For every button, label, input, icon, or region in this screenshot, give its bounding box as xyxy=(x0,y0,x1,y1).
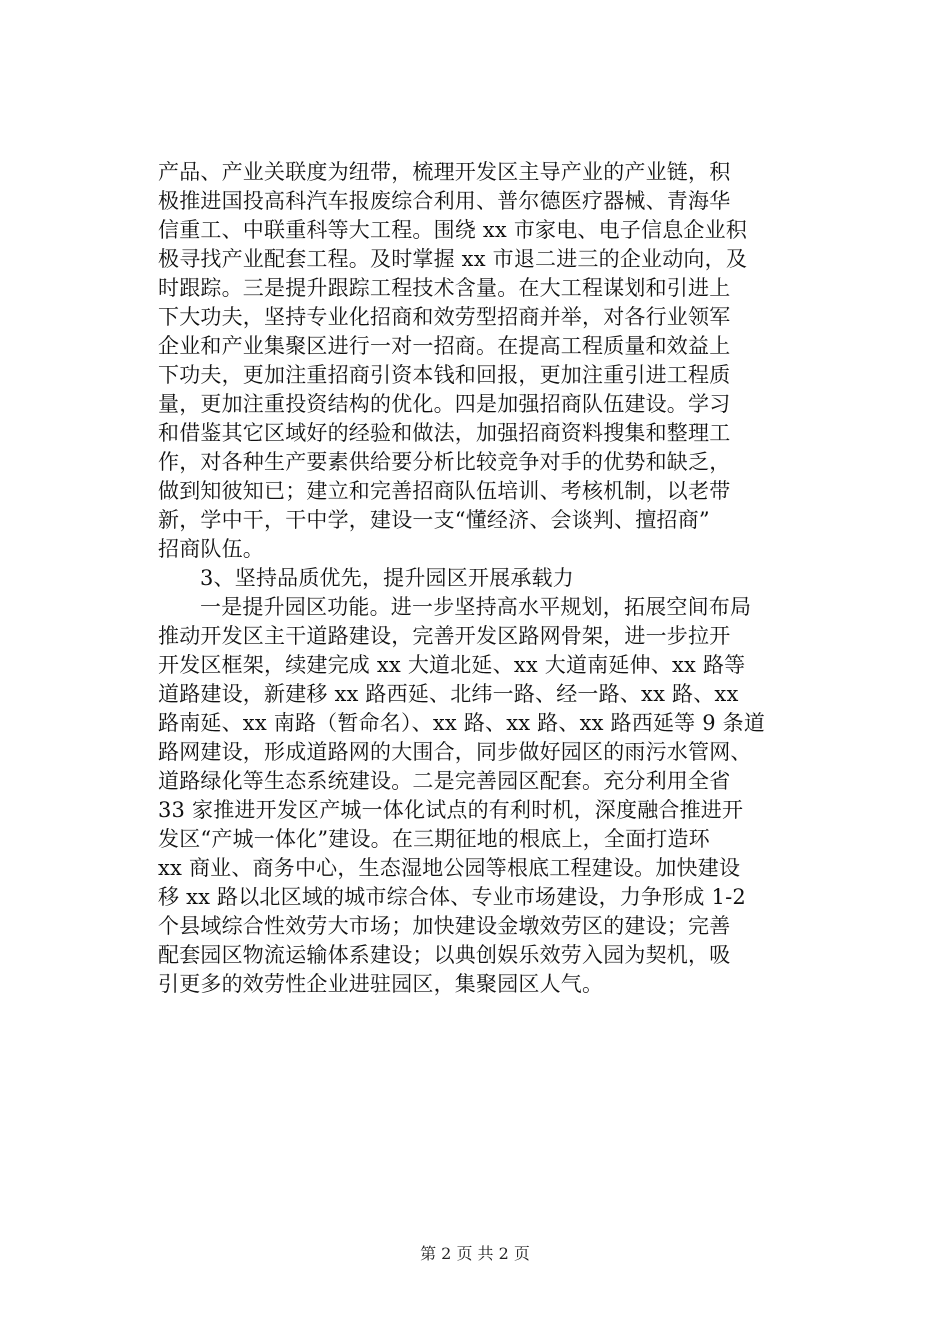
paragraph-line: 开发区框架，续建完成 xx 大道北延、xx 大道南延伸、xx 路等 xyxy=(158,653,746,677)
page-footer: 第 2 页 共 2 页 xyxy=(420,1244,530,1263)
paragraph-line: 企业和产业集聚区进行一对一招商。在提高工程质量和效益上 xyxy=(158,334,731,358)
paragraph-line: 新，学中干，干中学，建设一支“懂经济、会谈判、擅招商” xyxy=(158,508,710,532)
paragraph-line: 引更多的效劳性企业进驻园区，集聚园区人气。 xyxy=(158,972,604,996)
paragraph-line: 道路建设，新建移 xx 路西延、北纬一路、经一路、xx 路、xx xyxy=(158,682,739,706)
paragraph-line: 招商队伍。 xyxy=(158,537,264,561)
paragraph-line: 作，对各种生产要素供给要分析比较竞争对手的优势和缺乏， xyxy=(158,450,731,474)
paragraph-line: 道路绿化等生态系统建设。二是完善园区配套。充分利用全省 xyxy=(158,769,731,793)
paragraph-line: 产品、产业关联度为纽带，梳理开发区主导产业的产业链，积 xyxy=(158,160,731,184)
paragraph-line: 移 xx 路以北区域的城市综合体、专业市场建设，力争形成 1-2 xyxy=(158,885,746,909)
paragraph-line: 时跟踪。三是提升跟踪工程技术含量。在大工程谋划和引进上 xyxy=(158,276,731,300)
document-body xyxy=(158,158,858,999)
paragraph-line: 量，更加注重投资结构的优化。四是加强招商队伍建设。学习 xyxy=(158,392,731,416)
section-heading: 3、坚持品质优先，提升园区开展承载力 xyxy=(200,566,574,590)
paragraph-line: 极寻找产业配套工程。及时掌握 xx 市退二进三的企业动向，及 xyxy=(158,247,748,271)
paragraph-line: 下大功夫，坚持专业化招商和效劳型招商并举，对各行业领军 xyxy=(158,305,731,329)
paragraph-line: 和借鉴其它区域好的经验和做法，加强招商资料搜集和整理工 xyxy=(158,421,731,445)
paragraph-line: 推动开发区主干道路建设，完善开发区路网骨架，进一步拉开 xyxy=(158,624,731,648)
paragraph-line: 下功夫，更加注重招商引资本钱和回报，更加注重引进工程质 xyxy=(158,363,731,387)
paragraph-line: 个县域综合性效劳大市场；加快建设金墩效劳区的建设；完善 xyxy=(158,914,731,938)
paragraph-line: 信重工、中联重科等大工程。围绕 xx 市家电、电子信息企业积 xyxy=(158,218,748,242)
paragraph-line: xx 商业、商务中心，生态湿地公园等根底工程建设。加快建设 xyxy=(158,856,741,880)
paragraph-line: 配套园区物流运输体系建设；以典创娱乐效劳入园为契机，吸 xyxy=(158,943,731,967)
paragraph-line: 发区“产城一体化”建设。在三期征地的根底上，全面打造环 xyxy=(158,827,710,851)
paragraph-line: 做到知彼知已；建立和完善招商队伍培训、考核机制，以老带 xyxy=(158,479,731,503)
paragraph-line: 路网建设，形成道路网的大围合，同步做好园区的雨污水管网、 xyxy=(158,740,752,764)
paragraph-line: 路南延、xx 南路（暂命名）、xx 路、xx 路、xx 路西延等 9 条道 xyxy=(158,711,766,735)
paragraph-line: 极推进国投高科汽车报废综合利用、普尔德医疗器械、青海华 xyxy=(158,189,731,213)
paragraph-line: 一是提升园区功能。进一步坚持高水平规划，拓展空间布局 xyxy=(200,595,752,619)
paragraph-line: 33 家推进开发区产城一体化试点的有利时机，深度融合推进开 xyxy=(158,798,744,822)
